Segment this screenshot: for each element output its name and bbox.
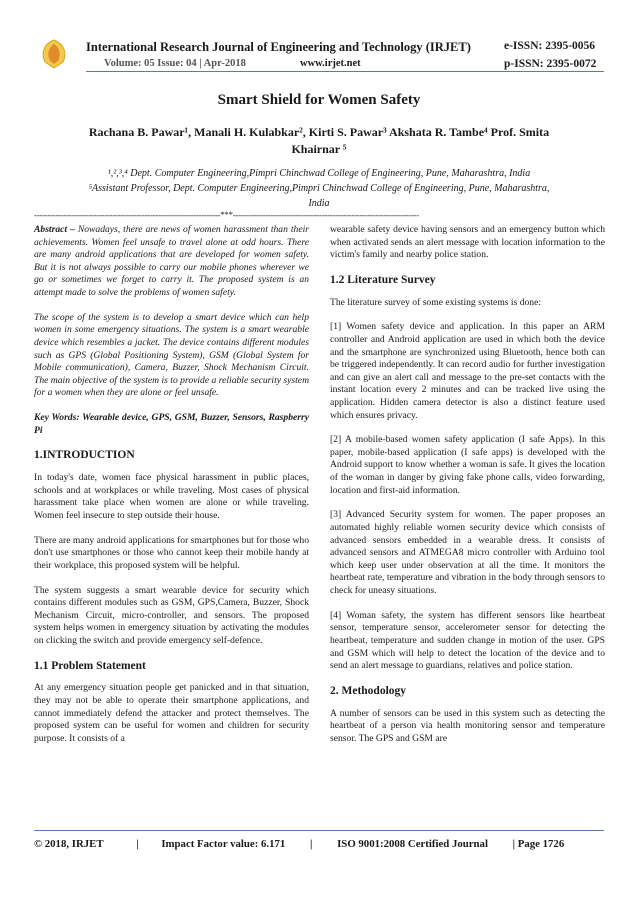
continued-paragraph: wearable safety device having sensors and an emergency button which when activated sends an alert message with location information to the victim's family and nearby police station. — [330, 224, 605, 261]
right-column — [330, 224, 605, 758]
footer-page-number: | Page 1726 — [512, 838, 565, 850]
abstract-text-1: Nowadays, there are news of women harassment than their achievements. Women feel unsafe to travel alone at odd hours. There are many android applications that are developed for women safety. But it is not always possible to carry our mobile phones wherever we go or sometimes we forget to carry it. The proposed system is an attempt made to solve the problems of women safety. — [34, 224, 309, 298]
keywords: Key Words: Wearable device, GPS, GSM, Buzzer, Sensors, Raspberry Pi — [34, 412, 309, 436]
intro-heading: 1.INTRODUCTION — [34, 449, 135, 462]
footer-rule — [34, 830, 604, 831]
section-divider: ---------------------------------------------------------------------***--------------------------------------------------------------------- — [34, 210, 419, 220]
p-issn: p-ISSN: 2395-0072 — [504, 58, 597, 70]
abstract-paragraph-1 — [34, 224, 309, 300]
problem-statement-paragraph: At any emergency situation people get panicked and in that situation, they may not be able to operate their smartphone applications, and cannot immediately defend the attacker and protect themselves. The proposed system can be useful for women and children for security purpose. It consists of a — [34, 682, 309, 744]
paper-title: Smart Shield for Women Safety — [217, 92, 421, 108]
intro-paragraph-1: In today's date, women face physical harassment in public places, schools and at workplaces or while traveling. Most cases of physical harassment take place when women are alone or while traveling. Women feel insecure to step outside their house. — [34, 472, 309, 521]
journal-website-link[interactable]: www.irjet.net — [300, 58, 361, 69]
footer-iso: ISO 9001:2008 Certified Journal — [337, 838, 488, 850]
methodology-heading: 2. Methodology — [330, 684, 407, 697]
literature-item-1: [1] Women safety device and application. In this paper an ARM controller and Android application are used in which both the device and the smartphone are synchronized using Bluetooth, hence both can be triggered independently. It can record audio for further investigation and can give an alert call and message to the pre-set contacts with the instant location every 2 minutes and can be tracked live using the application. Hidden camera detector is also a distinct feature used which ensures privacy. — [330, 321, 605, 421]
footer-separator: | — [310, 838, 313, 850]
footer-copyright: © 2018, IRJET — [34, 838, 104, 850]
authors — [60, 124, 578, 158]
affiliation-line-2: ⁵Assistant Professor, Dept. Computer Engineering,Pimpri Chinchwad College of Engineering, Pune, Maharashtra, — [88, 183, 550, 194]
abstract-paragraph-2: The scope of the system is to develop a smart device which can help women in some emergency situations. The system is a smart wearable device which resembles a jacket. The device contains different modules such as GPS (Global Positioning System), GSM (Global System for Mobile communication), Camera, Buzzer, Shock Mechanism Circuit. The main objective of the system is to provide a reliable security system for a women when they are alone or feel unsafe. — [34, 311, 309, 399]
footer-separator: | — [136, 838, 139, 850]
authors-line-2: Khairnar ⁵ — [291, 142, 347, 156]
problem-statement-heading: 1.1 Problem Statement — [34, 659, 146, 672]
page-footer — [34, 838, 564, 850]
affiliations — [34, 166, 604, 211]
e-issn: e-ISSN: 2395-0056 — [504, 40, 596, 52]
left-column — [34, 224, 309, 758]
irjet-logo — [37, 38, 71, 74]
abstract-label: Abstract – — [34, 224, 75, 235]
header-rule — [86, 71, 604, 72]
volume-issue: Volume: 05 Issue: 04 | Apr-2018 — [104, 58, 246, 69]
literature-item-3: [3] Advanced Security system for women. The paper proposes an automated highly reliable women security device which consists of advanced sensors embedded in a wearable dress. It consists of advanced sensors and ATMEGA8 micro controller with Arduino tool which keep user under observation at all the time. It monitors the heartbeat rate, temperature and vibration in the body through sensors to check for uneasy situations. — [330, 509, 605, 596]
intro-paragraph-2: There are many android applications for smartphones but for those who don't use smartphones or those who cannot keep their mobile handy at their workplace, this proposed system will be helpful. — [34, 534, 309, 571]
literature-item-4: [4] Woman safety, the system has different sensors like heartbeat sensor, temperature sensor, accelerometer sensor for detecting the heartbeat, temperature and sudden change in motion of the user. GPS and GSM which will help to detect the location of the device and to send an alert message to guardians, relatives and police station. — [330, 609, 605, 672]
literature-item-2: [2] A mobile-based women safety application (I safe Apps). In this paper, mobile-based application (I safe apps) is developed with the Android support to know whether a woman is safe. It gives the location of the woman in danger by giving fake phone calls, video forwarding, location and first-aid information. — [330, 434, 605, 496]
journal-name: International Research Journal of Engineering and Technology (IRJET) — [86, 40, 471, 54]
intro-paragraph-3: The system suggests a smart wearable device for security which contains different modules such as GSM, GPS,Camera, Buzzer, Shock Mechanism Circuit, micro-controller, and sensors. The proposed system helps women in emergency situation by activating the modules on clicking the switch and provide emergency self-defence. — [34, 584, 309, 646]
literature-survey-heading: 1.2 Literature Survey — [330, 273, 436, 286]
footer-impact-factor: Impact Factor value: 6.171 — [161, 838, 286, 850]
journal-header — [0, 0, 638, 76]
authors-line-1: Rachana B. Pawar¹, Manali H. Kulabkar², Kirti S. Pawar³ Akshata R. Tambe⁴ Prof. Smita — [88, 125, 550, 139]
affiliation-line-3: India — [308, 198, 330, 209]
methodology-paragraph: A number of sensors can be used in this system such as detecting the heartbeat of a person via health monitoring sensor and temperature sensor. The GPS and GSM are — [330, 707, 605, 744]
literature-intro: The literature survey of some existing systems is done: — [330, 296, 542, 308]
affiliation-line-1: ¹,²,³,⁴ Dept. Computer Engineering,Pimpri Chinchwad College of Engineering, Pune, Maharashtra, India — [107, 168, 531, 179]
